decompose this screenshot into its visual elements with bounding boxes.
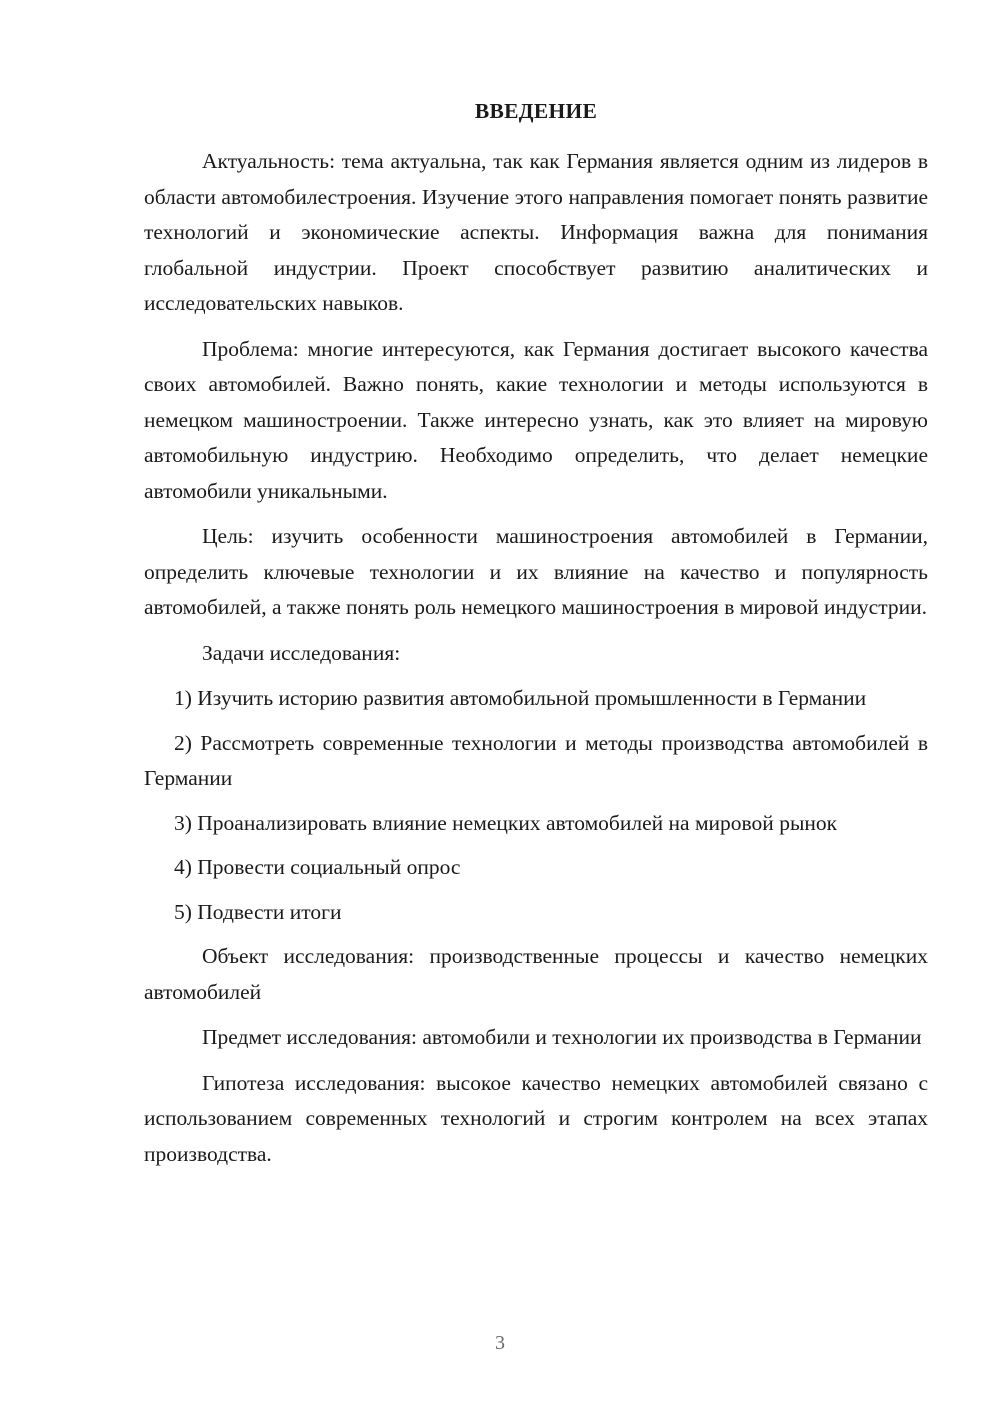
document-page	[144, 96, 928, 1182]
task-item-4: 4) Провести социальный опрос	[174, 855, 461, 879]
hypothesis-paragraph: Гипотеза исследования: высокое качество немецких автомобилей связано с использованием современных технологий и строгим контролем на всех этапах производства.	[144, 1070, 928, 1166]
page-number: 3	[495, 1332, 505, 1354]
problem-paragraph: Проблема: многие интересуются, как Германия достигает высокого качества своих автомобилей. Важно понять, какие технологии и методы используются в немецком машиностроении. Также интересно узнать, как это влияет на мировую автомобильную индустрию. Необходимо определить, что делает немецкие автомобили уникальными.	[144, 336, 928, 503]
page-title: ВВЕДЕНИЕ	[474, 99, 598, 123]
task-item-3: 3) Проанализировать влияние немецких автомобилей на мировой рынок	[174, 810, 838, 835]
goal-paragraph: Цель: изучить особенности машиностроения автомобилей в Германии, определить ключевые технологии и их влияние на качество и популярность автомобилей, а также понять роль немецкого машиностроения в мировой индустрии.	[144, 524, 928, 619]
object-paragraph: Объект исследования: производственные процессы и качество немецких автомобилей	[144, 944, 928, 1004]
relevance-paragraph: Актуальность: тема актуальна, так как Германия является одним из лидеров в области автомобилестроения. Изучение этого направления помогает понять развитие технологий и экономические аспекты. Информация важна для понимания глобальной индустрии. Проект способствует развитию аналитических и исследовательских навыков.	[144, 149, 928, 315]
tasks-label: Задачи исследования:	[202, 640, 401, 665]
subject-paragraph: Предмет исследования: автомобили и технологии их производства в Германии	[202, 1025, 922, 1049]
task-item-1: 1) Изучить историю развития автомобильной промышленности в Германии	[174, 686, 867, 710]
task-item-5: 5) Подвести итоги	[174, 899, 342, 924]
task-item-2: 2) Рассмотреть современные технологии и методы производства автомобилей в Германии	[144, 730, 928, 790]
tasks-list	[144, 681, 928, 930]
